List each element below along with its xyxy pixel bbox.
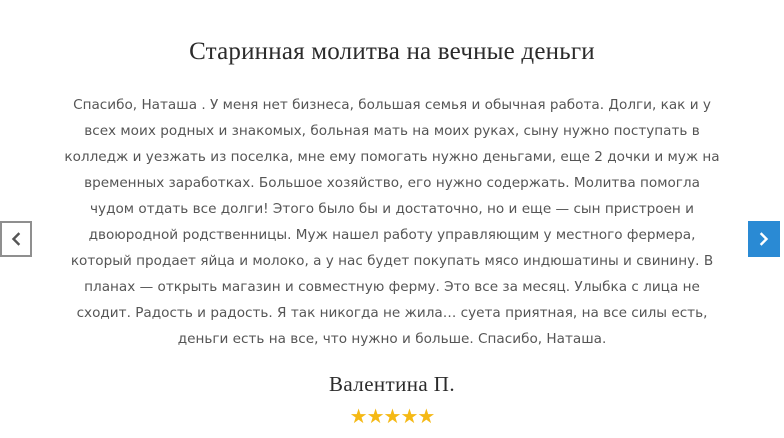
testimonial-text-line: планах — открыть магазин и совместную ферму. Это все за месяц. Улыбка с лица не [84, 279, 700, 295]
testimonial-text-line: чудом отдать все долги! Этого было бы и достаточно, но и еще — сын пристроен и [90, 201, 694, 217]
rating-stars: ★★★★★ [349, 404, 435, 428]
chevron-right-icon [758, 232, 770, 246]
testimonial-author: Валентина П. [329, 372, 455, 396]
chevron-left-icon [10, 232, 22, 246]
testimonial-text-line: деньги есть на все, что нужно и больше. Спасибо, Наташа. [177, 331, 607, 347]
testimonial-text-line: колледж и уезжать из поселка, мне ему помогать нужно деньгами, еще 2 дочки и муж на [64, 149, 720, 165]
next-slide-button[interactable] [748, 221, 780, 257]
testimonial-text-line: который продает яйца и молоко, а у нас будет покупать мясо индюшатины и свинину. В [70, 253, 714, 269]
testimonial-text-line: двоюродной родственницы. Муж нашел работу управляющим у местного фермера, [88, 227, 696, 243]
testimonial-text-line: всех моих родных и знакомых, больная мать на моих руках, сыну нужно поступать в [84, 123, 700, 139]
prev-slide-button[interactable] [0, 221, 32, 257]
testimonial-text-line: сходит. Радость и радость. Я так никогда не жила… суета приятная, на все силы есть, [76, 305, 708, 321]
testimonial-text [30, 92, 754, 352]
testimonial-text-line: временных заработках. Большое хозяйство, его нужно содержать. Молитва помогла [84, 175, 700, 191]
testimonial-text-line: Спасибо, Наташа . У меня нет бизнеса, большая семья и обычная работа. Долги, как и у [73, 97, 711, 113]
testimonial-title: Старинная молитва на вечные деньги [189, 38, 595, 65]
